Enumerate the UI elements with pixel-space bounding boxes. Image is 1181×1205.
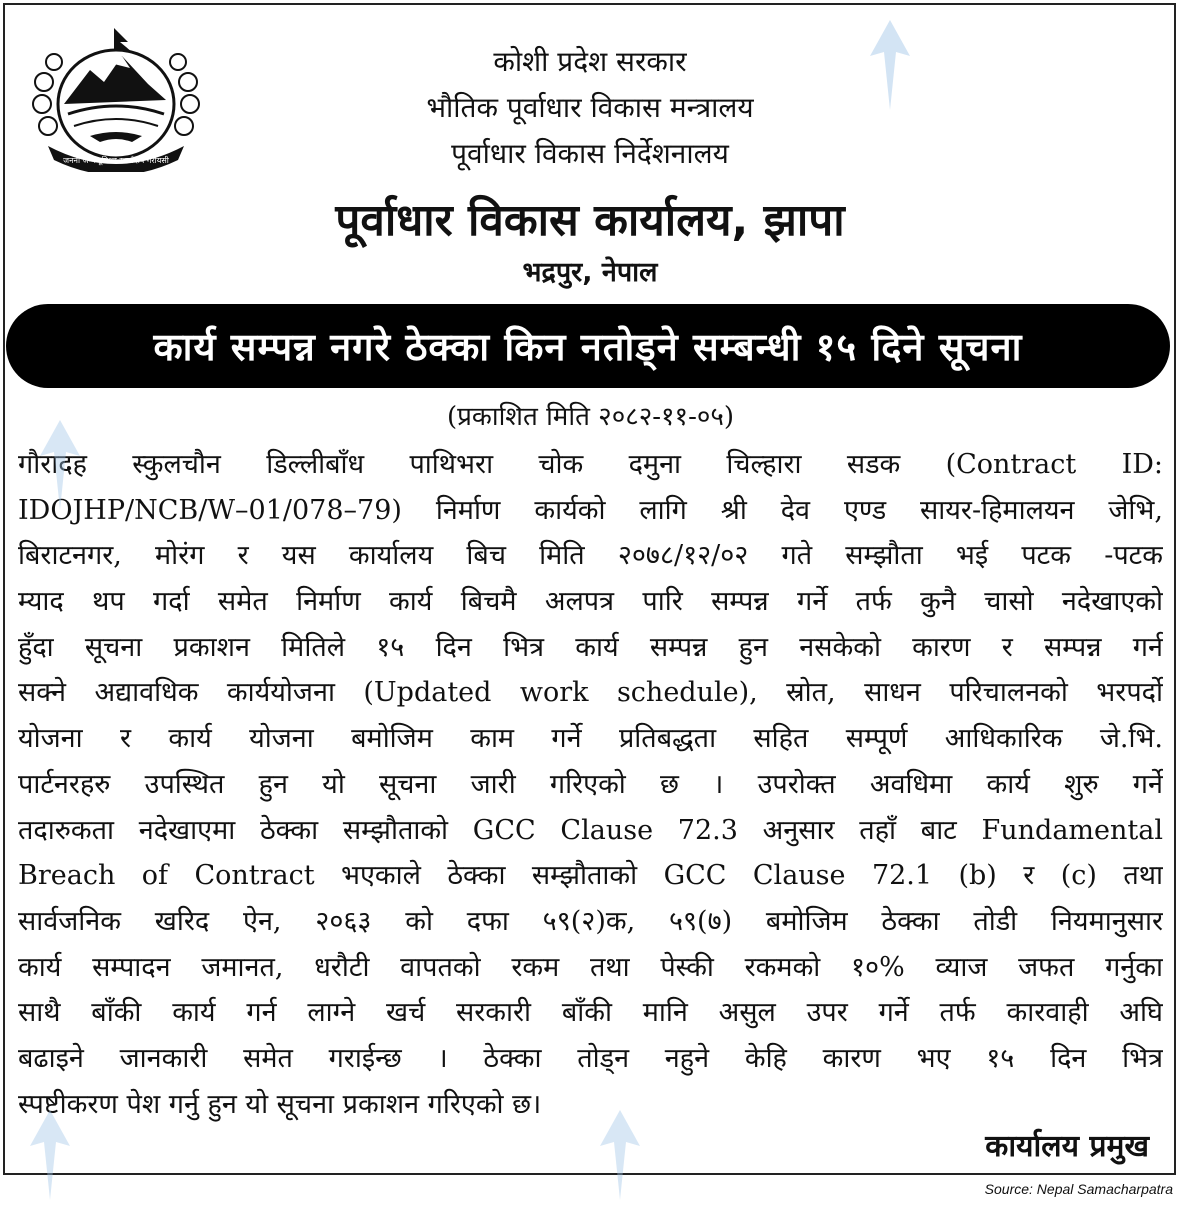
body-line: म्याद थप गर्दा समेत निर्माण कार्य बिचमै अलपत्र पारि सम्पन्न गर्ने तर्फ कुनै चासो नदेखाएको bbox=[18, 586, 1163, 618]
body-line: IDOJHP/NCB/W–01/078–79) निर्माण कार्यको लागि श्री देव एण्ड सायर-हिमालयन जेभि, bbox=[18, 494, 1163, 526]
body-line: सार्वजनिक खरिद ऐन, २०६३ को दफा ५९(२)क, ५९(७) बमोजिम ठेक्का तोडी नियमानुसार bbox=[18, 905, 1163, 937]
nepal-emblem-icon bbox=[28, 22, 204, 172]
published-date: (प्रकाशित मिति २०८२-११-०५) bbox=[446, 402, 735, 432]
body-line: पार्टनरहरु उपस्थित हुन यो सूचना जारी गरिएको छ । उपरोक्त अवधिमा कार्य शुरु गर्ने bbox=[18, 768, 1163, 800]
body-line: तदारुकता नदेखाएमा ठेक्का सम्झौताको GCC Clause 72.3 अनुसार तहाँ बाट Fundamental bbox=[18, 814, 1163, 846]
notice-body bbox=[18, 442, 1163, 1127]
body-line: हुँदा सूचना प्रकाशन मितिले १५ दिन भित्र कार्य सम्पन्न हुन नसकेको कारण र सम्पन्न गर्न bbox=[18, 631, 1163, 663]
body-line: Breach of Contract भएकाले ठेक्का सम्झौताको GCC Clause 72.1 (b) र (c) तथा bbox=[18, 860, 1163, 892]
body-line: साथै बाँकी कार्य गर्न लाग्ने खर्च सरकारी बाँकी मानि असुल उपर गर्ने तर्फ कारवाही अघि bbox=[18, 997, 1163, 1029]
notice-title: कार्य सम्पन्न नगरे ठेक्का किन नतोड्ने सम्बन्धी १५ दिने सूचना bbox=[153, 325, 1023, 369]
body-line: कार्य सम्पादन जमानत, धरौटी वापतको रकम तथा पेस्की रकमको १०% व्याज जफत गर्नुका bbox=[18, 951, 1163, 983]
body-line: गौरादह स्कुलचौन डिल्लीबाँध पाथिभरा चोक दमुना चिल्हारा सडक (Contract ID: bbox=[18, 449, 1163, 480]
directorate-name: पूर्वाधार विकास निर्देशनालय bbox=[451, 137, 729, 170]
ministry-name: भौतिक पूर्वाधार विकास मन्त्रालय bbox=[426, 91, 754, 124]
emblem-motto: जननी जन्मभूमिश्च स्वर्गादपि गरीयसी bbox=[63, 156, 169, 165]
body-line: सक्ने अद्यावधिक कार्ययोजना (Updated work schedule), स्रोत, साधन परिचालनको भरपर्दो bbox=[18, 677, 1163, 709]
office-location: भद्रपुर, नेपाल bbox=[522, 257, 658, 288]
source-credit: Source: Nepal Samacharpatra bbox=[984, 1181, 1173, 1197]
office-name: पूर्वाधार विकास कार्यालय, झापा bbox=[335, 195, 845, 246]
signatory-title: कार्यालय प्रमुख bbox=[985, 1129, 1149, 1164]
body-line: बढाइने जानकारी समेत गराईन्छ । ठेक्का तोड्न नहुने केहि कारण भए १५ दिन भित्र bbox=[18, 1042, 1163, 1074]
body-line: बिराटनगर, मोरंग र यस कार्यालय बिच मिति २०७८/१२/०२ गते सम्झौता भई पटक -पटक bbox=[18, 540, 1163, 572]
notice-title-banner bbox=[6, 304, 1170, 388]
body-line: स्पष्टीकरण पेश गर्नु हुन यो सूचना प्रकाशन गरिएको छ। bbox=[18, 1088, 542, 1120]
body-line: योजना र कार्य योजना बमोजिम काम गर्ने प्रतिबद्धता सहित सम्पूर्ण आधिकारिक जे.भि. bbox=[18, 723, 1163, 755]
province-government: कोशी प्रदेश सरकार bbox=[493, 45, 687, 78]
